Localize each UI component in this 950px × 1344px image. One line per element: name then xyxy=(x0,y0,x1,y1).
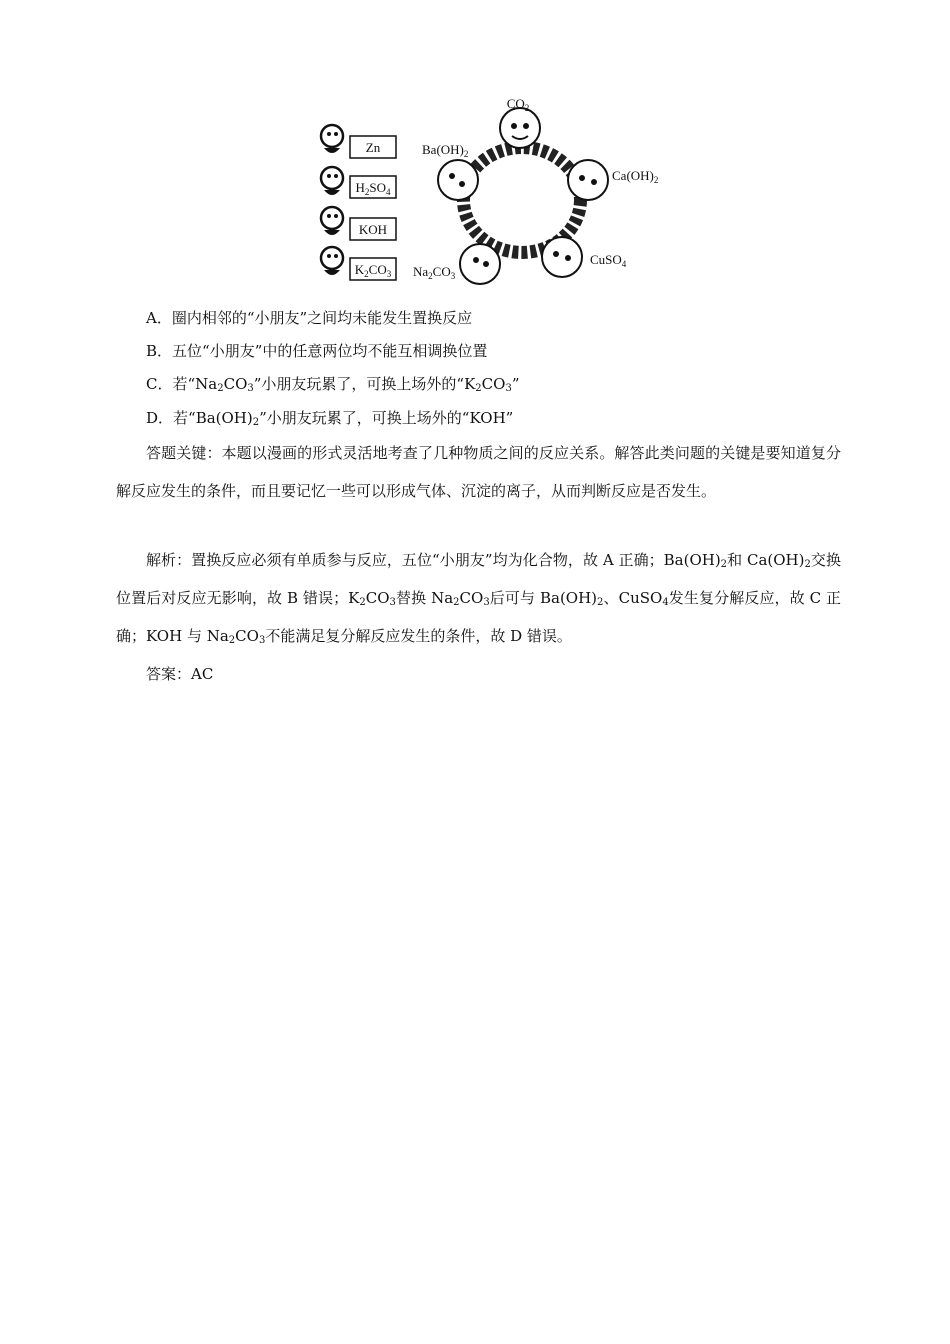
ring-label-caoh2: $Ca(OH)_2$ xyxy=(612,168,659,185)
ring-label-co2: $CO_2$ xyxy=(506,96,530,113)
box-label-h2so4: $H_2SO_4$ xyxy=(355,180,391,197)
option-c: C．若“$Na_2CO_3$”小朋友玩累了，可换上场外的“$K_2CO_3$” xyxy=(146,375,520,394)
box-label-k2co3: $K_2CO_3$ xyxy=(354,262,392,279)
ring-kid-cuso4 xyxy=(542,237,582,277)
ring-kid-baoh2 xyxy=(438,160,478,200)
ring-kid-na2co3 xyxy=(460,244,500,284)
box-label-koh: KOH xyxy=(358,222,388,237)
box-label-zn: Zn xyxy=(365,140,381,155)
side-kid-zn xyxy=(321,125,396,158)
answer-line: 答案：AC xyxy=(146,665,214,683)
kids-ring xyxy=(438,108,608,284)
analysis-paragraph: 解析：置换反应必须有单质参与反应，五位“小朋友”均为化合物，故 A 正确；$Ba(OH)_2$和 $Ca(OH)_2$交换位置后对反应无影响，故 B 错误；$K_2CO_3$替换 $Na_2CO_3$后可与 $Ba(OH)_2$、CuSO$_4$发生复分解反应，故 C 正确；KOH 与 $Na_2CO_3$不能满足复分解反应发生的条件，故 D 错误。 xyxy=(116,551,841,646)
option-a: A．圈内相邻的“小朋友”之间均未能发生置换反应 xyxy=(146,309,473,327)
option-d: D．若“$Ba(OH)_2$”小朋友玩累了，可换上场外的“KOH” xyxy=(146,409,514,428)
ring-kid-co2 xyxy=(500,108,540,148)
ring-label-na2co3: $Na_2CO_3$ xyxy=(413,264,456,281)
ring-label-cuso4: CuSO$_4$ xyxy=(590,252,627,269)
key-paragraph: 答题关键：本题以漫画的形式灵活地考查了几种物质之间的反应关系。解答此类问题的关键是要知道复分解反应发生的条件，而且要记忆一些可以形成气体、沉淀的离子，从而判断反应是否发生。 xyxy=(116,444,841,500)
cartoon-illustration xyxy=(310,92,690,292)
ring-kid-caoh2 xyxy=(568,160,608,200)
option-b: B．五位“小朋友”中的任意两位均不能互相调换位置 xyxy=(146,342,488,360)
ring-label-baoh2: $Ba(OH)_2$ xyxy=(422,142,469,159)
reaction-cartoon-figure xyxy=(310,92,690,292)
